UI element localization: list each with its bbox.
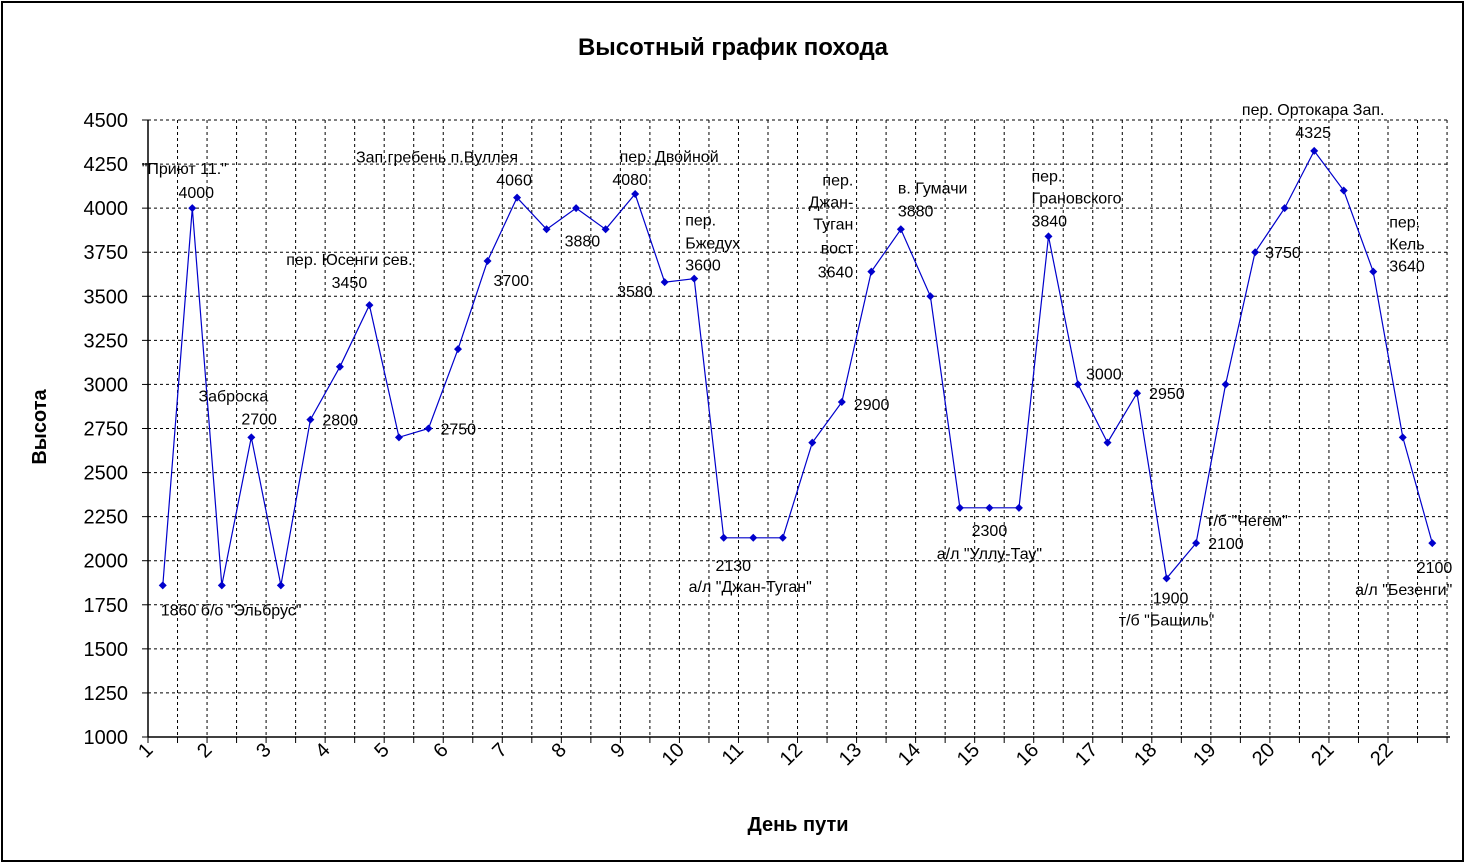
data-point-marker xyxy=(218,581,226,589)
data-label: пер. xyxy=(1031,168,1063,186)
x-tick-label: 5 xyxy=(370,738,394,763)
data-point-marker xyxy=(1104,439,1112,447)
x-tick-label: 18 xyxy=(1130,738,1162,771)
data-label: т/б "Башиль" xyxy=(1118,612,1215,630)
data-label: 4000 xyxy=(178,185,215,203)
data-label: 2750 xyxy=(440,421,477,439)
data-point-marker xyxy=(690,275,698,283)
data-point-marker xyxy=(749,534,757,542)
x-tick-labels xyxy=(134,739,1397,770)
chart-title: Высотный график похода xyxy=(577,34,889,61)
data-label: 3000 xyxy=(1086,366,1122,384)
data-label: 3580 xyxy=(617,284,653,302)
data-point-marker xyxy=(926,292,934,300)
data-label: Кель xyxy=(1389,236,1425,254)
data-point-marker xyxy=(720,534,728,542)
data-label: 4060 xyxy=(496,172,532,190)
x-tick-label: 7 xyxy=(488,738,512,763)
data-label: а/л "Безенги" xyxy=(1355,582,1453,600)
y-tick-label: 2000 xyxy=(83,550,128,573)
y-axis-title: Высота xyxy=(29,389,51,465)
data-point-marker xyxy=(1044,232,1052,240)
y-tick-label: 1000 xyxy=(83,727,128,749)
y-tick-label: 3500 xyxy=(83,286,128,309)
data-point-marker xyxy=(661,278,669,286)
data-label: Заброска xyxy=(198,388,269,406)
y-tick-label: 1750 xyxy=(83,594,128,617)
y-tick-label: 3750 xyxy=(83,242,128,265)
x-tick-label: 12 xyxy=(775,738,808,771)
data-label: 2900 xyxy=(853,397,890,415)
data-label: 3640 xyxy=(817,264,854,282)
data-point-marker xyxy=(1015,504,1023,512)
data-point-marker xyxy=(985,504,993,512)
data-label: Грановского xyxy=(1031,190,1122,208)
data-label: 3450 xyxy=(331,275,368,293)
x-tick-label: 14 xyxy=(893,738,926,771)
data-label: 2130 xyxy=(715,557,752,575)
data-point-marker xyxy=(1074,380,1082,388)
data-label: 2950 xyxy=(1149,386,1185,404)
data-label: пер. xyxy=(685,212,717,230)
data-point-marker xyxy=(1428,539,1436,547)
data-label: 1900 xyxy=(1152,590,1189,608)
y-tick-label: 4250 xyxy=(83,154,128,177)
data-label: 3880 xyxy=(564,233,601,251)
y-tick-label: 3000 xyxy=(83,374,128,397)
data-point-marker xyxy=(572,204,580,212)
data-point-marker xyxy=(867,268,875,276)
x-axis-title: День пути xyxy=(747,814,849,836)
data-label: 3880 xyxy=(897,203,934,221)
x-tick-label: 10 xyxy=(657,738,689,771)
y-tick-label: 2250 xyxy=(83,506,128,529)
data-point-marker xyxy=(306,416,314,424)
x-tick-label: 16 xyxy=(1011,738,1044,771)
data-point-marker xyxy=(1251,248,1259,256)
data-point-marker xyxy=(247,433,255,441)
data-label: Туган xyxy=(813,216,854,234)
data-label: "Приют 11." xyxy=(141,161,227,179)
data-label: Джан- xyxy=(808,194,854,212)
data-label: а/л "Уллу-Тау" xyxy=(936,545,1043,563)
y-tick-label: 1250 xyxy=(83,682,128,705)
data-point-marker xyxy=(395,433,403,441)
x-tick-label: 19 xyxy=(1189,738,1221,771)
data-point-marker xyxy=(188,204,196,212)
x-tick-label: 20 xyxy=(1248,738,1280,771)
data-label: пер. Ортокара Зап. xyxy=(1241,101,1385,119)
data-label: 4080 xyxy=(612,172,648,190)
data-point-marker xyxy=(1399,433,1407,441)
data-point-marker xyxy=(1281,204,1289,212)
x-tick-label: 22 xyxy=(1366,738,1398,771)
data-point-marker xyxy=(365,301,373,309)
data-point-marker xyxy=(277,581,285,589)
y-tick-label: 4500 xyxy=(83,110,128,132)
data-label: 2100 xyxy=(1208,536,1244,554)
x-tick-label: 13 xyxy=(834,738,867,771)
data-label: 2100 xyxy=(1416,560,1453,578)
x-tick-label: 1 xyxy=(134,738,158,763)
data-label: 3840 xyxy=(1031,213,1068,231)
data-label: пер. Юсенги сев. xyxy=(286,252,413,270)
data-label: 1860 б/о "Эльбрус" xyxy=(160,602,302,620)
data-label: т/б "Чегем" xyxy=(1206,513,1288,531)
data-label: 3640 xyxy=(1389,258,1425,276)
data-label: а/л "Джан-Туган" xyxy=(688,578,812,596)
x-tick-label: 6 xyxy=(429,738,453,763)
data-point-marker xyxy=(897,225,905,233)
data-label: пер. xyxy=(822,172,854,190)
data-label: Зап.гребень п.Вуллея xyxy=(355,149,519,167)
data-point-marker xyxy=(484,257,492,265)
x-tick-label: 15 xyxy=(952,738,985,771)
data-label: пер. xyxy=(1389,214,1421,232)
data-point-marker xyxy=(159,581,167,589)
axes xyxy=(142,120,1453,743)
y-tick-label: 2500 xyxy=(83,462,128,485)
data-label: вост xyxy=(820,240,854,258)
data-label: 2700 xyxy=(241,411,277,429)
x-tick-label: 4 xyxy=(311,738,335,763)
data-point-marker xyxy=(808,439,816,447)
x-tick-label: 8 xyxy=(547,738,571,763)
data-label: Бжедух xyxy=(685,235,741,253)
x-tick-label: 3 xyxy=(252,738,276,763)
data-point-marker xyxy=(779,534,787,542)
data-point-marker xyxy=(424,425,432,433)
data-label: пер. Двойной xyxy=(619,149,719,167)
data-point-marker xyxy=(956,504,964,512)
x-tick-label: 11 xyxy=(717,738,749,770)
data-point-marker xyxy=(336,363,344,371)
x-tick-label: 17 xyxy=(1071,738,1103,771)
y-tick-label: 4000 xyxy=(83,198,128,221)
x-tick-label: 21 xyxy=(1307,738,1339,771)
data-label: 3700 xyxy=(493,273,530,291)
data-point-marker xyxy=(454,345,462,353)
y-tick-labels xyxy=(84,110,129,749)
data-point-marker xyxy=(1222,380,1230,388)
data-label: 2800 xyxy=(322,412,358,430)
data-point-marker xyxy=(838,398,846,406)
data-label: 2300 xyxy=(971,522,1008,540)
data-label: 4325 xyxy=(1295,124,1331,142)
y-tick-label: 1500 xyxy=(83,638,128,661)
y-tick-label: 2750 xyxy=(83,418,128,441)
x-tick-label: 9 xyxy=(606,738,630,763)
data-label: 3750 xyxy=(1265,245,1301,263)
data-label: 3600 xyxy=(685,257,721,275)
x-tick-label: 2 xyxy=(193,738,217,763)
data-point-marker xyxy=(1369,268,1377,276)
y-tick-label: 3250 xyxy=(83,330,128,353)
data-label: в. Гумачи xyxy=(897,180,968,198)
data-point-marker xyxy=(1133,389,1141,397)
